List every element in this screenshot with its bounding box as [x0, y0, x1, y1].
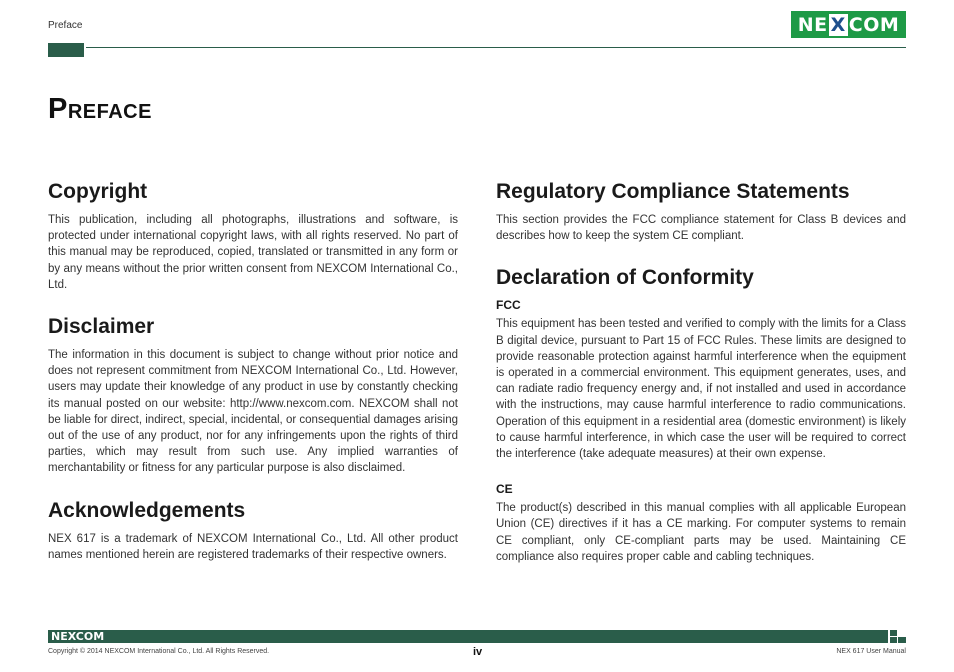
- copyright-text: This publication, including all photographs, illustrations and software, is protected under international copyright laws, with all rights reserved. No part of this manual may be reproduced, copied, translated or transmitted in any form or by any means without the prior written consent from NEXCOM International Co., Ltd.: [48, 214, 458, 291]
- footer-logo: NEXCOM: [51, 630, 105, 643]
- footer-corner-square-2: [890, 637, 897, 643]
- header-rule-line: [86, 47, 906, 48]
- footer-corner-square-1: [890, 630, 897, 636]
- acknowledgements-section: [48, 499, 458, 563]
- logo-wordmark: NE X COM: [797, 13, 900, 36]
- footer-bar: [48, 630, 888, 643]
- footer-manual-name: NEX 617 User Manual: [836, 648, 906, 655]
- fcc-label: FCC: [496, 298, 521, 313]
- fcc-text: This equipment has been tested and verified to comply with the limits for a Class B digital device, pursuant to Part 15 of FCC Rules. These limits are designed to provide reasonable protection against harmful interference when the equipment is operated in a commercial environment. This equipment generates, uses, and can radiate radio frequency energy and, if not installed and used in accordance with the instructions, may cause harmful interference to radio communications. Operation of this equipment in a residential area (domestic environment) is likely to cause harmful interference, in which case the user will be required to correct the interference (take adequate measures) at their own expense.: [496, 318, 906, 461]
- right-column: [496, 180, 906, 587]
- left-column: [48, 180, 458, 585]
- footer-corner-square-3: [898, 637, 906, 643]
- copyright-heading: Copyright: [48, 180, 148, 203]
- ce-label: CE: [496, 482, 513, 497]
- acknowledgements-text: NEX 617 is a trademark of NEXCOM International Co., Ltd. All other product names mentioned herein are registered trademarks of their respective owners.: [48, 532, 458, 561]
- header-rule-block: [48, 43, 84, 57]
- footer-copyright: Copyright © 2014 NEXCOM International Co., Ltd. All Rights Reserved.: [48, 648, 270, 655]
- disclaimer-heading: Disclaimer: [48, 315, 155, 339]
- ce-text: The product(s) described in this manual complies with all applicable European Union (CE) directives if it has a CE marking. For computer systems to remain CE compliant, only CE-compliant parts may be used. Maintaining CE compliance also requires proper cable and cabling techniques.: [496, 502, 906, 563]
- conformity-heading: Declaration of Conformity: [496, 266, 754, 290]
- acknowledgements-heading: Acknowledgements: [48, 498, 246, 522]
- nexcom-logo: [791, 11, 906, 38]
- header-section-label: Preface: [48, 20, 83, 31]
- copyright-section: [48, 180, 458, 293]
- disclaimer-section: [48, 315, 458, 477]
- conformity-section: [496, 266, 906, 565]
- regulatory-heading: Regulatory Compliance Statements: [496, 180, 850, 203]
- regulatory-section: [496, 180, 906, 244]
- regulatory-text: This section provides the FCC compliance statement for Class B devices and describes how to keep the system CE compliant.: [496, 214, 906, 243]
- disclaimer-text: The information in this document is subject to change without prior notice and does not represent commitment from NEXCOM International Co., Ltd. However, users may update their knowledge of any product in use by constantly checking its manual posted on our website: http://www.nexcom.com. NEXCOM shall not be liable for direct, indirect, special, incidental, or consequential damages arising out of the use of any product, nor for any infringements upon the rights of third parties, which may result from such use. Any implied warranties of merchantability or fitness for any particular purpose is also disclaimed.: [48, 349, 458, 475]
- page-number: iv: [473, 646, 483, 658]
- page-title: Preface: [48, 93, 152, 125]
